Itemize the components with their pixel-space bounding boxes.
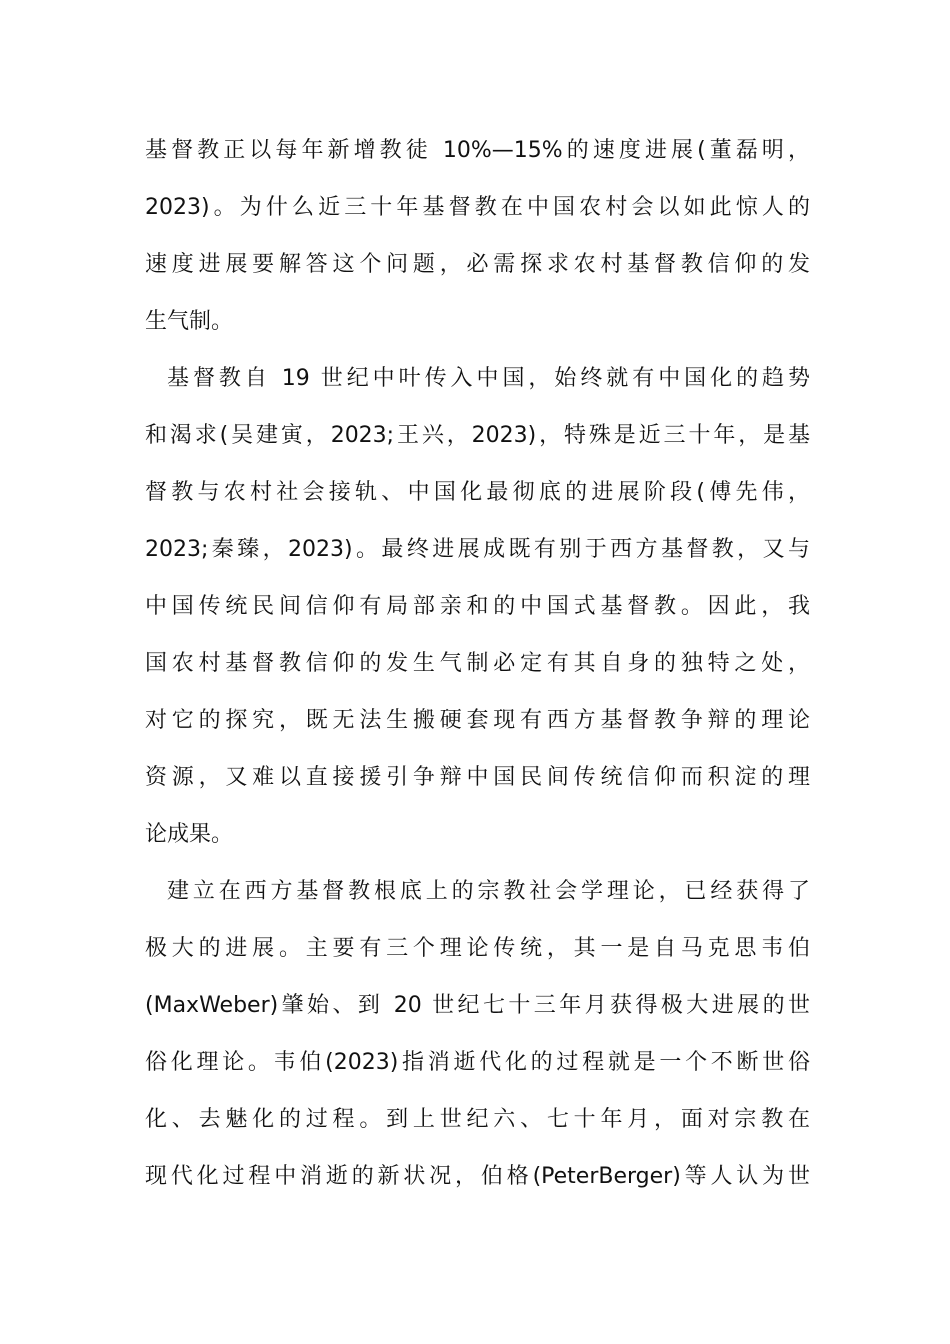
text-line: 生气制。 — [145, 309, 234, 334]
text-line: 中国传统民间信仰有局部亲和的中国式基督教。因此，我 — [145, 594, 810, 619]
paragraph-3 — [145, 863, 810, 1205]
text-line: 资源，又难以直接援引争辩中国民间传统信仰而积淀的理 — [145, 765, 810, 790]
text-line: 速度进展要解答这个问题，必需探求农村基督教信仰的发 — [145, 252, 810, 277]
text-line: 化、去魅化的过程。到上世纪六、七十年月，面对宗教在 — [145, 1107, 810, 1132]
text-line: 现代化过程中消逝的新状况，伯格(PeterBerger)等人认为世 — [145, 1164, 810, 1189]
text-line: 极大的进展。主要有三个理论传统，其一是自马克思韦伯 — [145, 936, 810, 961]
text-line: 对它的探究，既无法生搬硬套现有西方基督教争辩的理论 — [145, 708, 810, 733]
text-line: 督教与农村社会接轨、中国化最彻底的进展阶段(傅先伟， — [145, 480, 810, 505]
text-line: 论成果。 — [145, 822, 234, 847]
paragraph-1 — [145, 122, 810, 350]
text-line: 俗化理论。韦伯(2023)指消逝代化的过程就是一个不断世俗 — [145, 1050, 810, 1075]
paragraph-2 — [145, 350, 810, 863]
text-line: 基督教自 19 世纪中叶传入中国，始终就有中国化的趋势 — [167, 366, 810, 391]
text-line: 2023;秦臻，2023)。最终进展成既有别于西方基督教，又与 — [145, 537, 810, 562]
text-line: 和渴求(吴建寅，2023;王兴，2023)，特殊是近三十年，是基 — [145, 423, 810, 448]
text-line: (MaxWeber)肇始、到 20 世纪七十三年月获得极大进展的世 — [145, 993, 810, 1018]
text-line: 国农村基督教信仰的发生气制必定有其自身的独特之处， — [145, 651, 810, 676]
text-line: 2023)。为什么近三十年基督教在中国农村会以如此惊人的 — [145, 195, 810, 220]
body-text — [145, 122, 810, 1205]
text-line: 基督教正以每年新增教徒 10%—15%的速度进展(董磊明， — [145, 138, 810, 163]
text-line: 建立在西方基督教根底上的宗教社会学理论，已经获得了 — [167, 879, 810, 904]
